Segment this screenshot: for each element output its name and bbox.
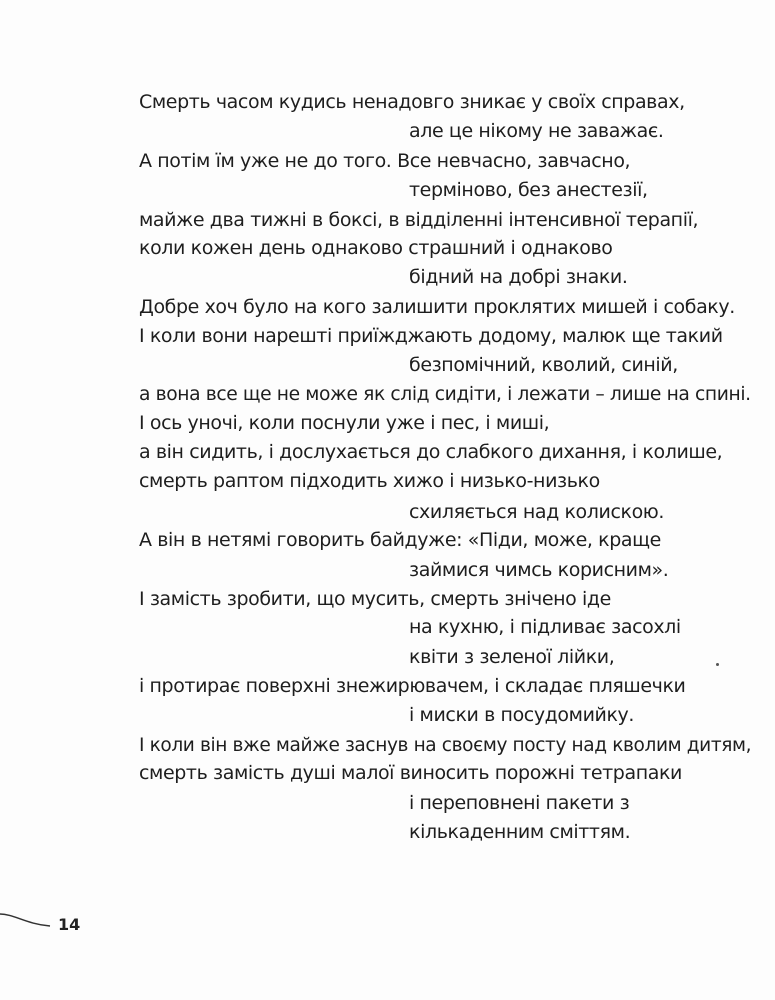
poem-line: на кухню, і підливає засохлі <box>409 616 681 638</box>
poem-line: але це нікому не заважає. <box>409 120 664 142</box>
poem-line: А потім їм уже не до того. Все невчасно, завчасно, <box>139 150 631 172</box>
poem-line: і миски в посудомийку. <box>409 704 635 726</box>
poem-line: безпомічний, кволий, синій, <box>409 354 678 376</box>
poem-line: а він сидить, і дослухається до слабкого дихання, і колише, <box>139 441 723 463</box>
poem-line: і протирає поверхні знежирювачем, і складає пляшечки <box>139 675 686 697</box>
poem-line: коли кожен день однаково страшний і однаково <box>139 237 613 259</box>
poem-line: майже два тижні в боксі, в відділенні інтенсивної терапії, <box>139 209 699 231</box>
poem-line: Смерть часом кудись ненадовго зникає у своїх справах, <box>139 91 685 113</box>
poem-line: квіти з зеленої лійки, <box>409 646 615 668</box>
poem-line: а вона все ще не може як слід сидіти, і лежати – лише на спині. <box>139 383 751 405</box>
page-number: 14 <box>58 915 81 934</box>
poem-line: І ось уночі, коли поснули уже і пес, і миші, <box>139 412 550 434</box>
poem-line: і переповнені пакети з <box>409 792 630 814</box>
poem-line: І коли він вже майже заснув на своєму посту над кволим дитям, <box>139 734 752 756</box>
poem-line: смерть замість душі малої виносить порожні тетрапаки <box>139 762 682 784</box>
poem-line: А він в нетямі говорить байдуже: «Піди, може, краще <box>139 529 661 551</box>
poem-line: смерть раптом підходить хижо і низько-низько <box>139 470 600 492</box>
poem-line: бідний на добрі знаки. <box>409 266 628 288</box>
poem-line: кількаденним сміттям. <box>409 821 631 843</box>
poem-line: займися чимсь корисним». <box>409 559 669 581</box>
poem-line: схиляється над колискою. <box>409 501 665 523</box>
margin-curve-mark <box>0 910 52 930</box>
poem-line: І коли вони нарешті приїжджають додому, малюк ще такий <box>139 325 723 347</box>
poem-line: І замість зробити, що мусить, смерть знічено іде <box>139 588 611 610</box>
ink-speck <box>716 663 719 666</box>
poem-line: Добре хоч було на кого залишити проклятих мишей і собаку. <box>139 296 735 318</box>
poem-line: терміново, без анестезії, <box>409 179 648 201</box>
